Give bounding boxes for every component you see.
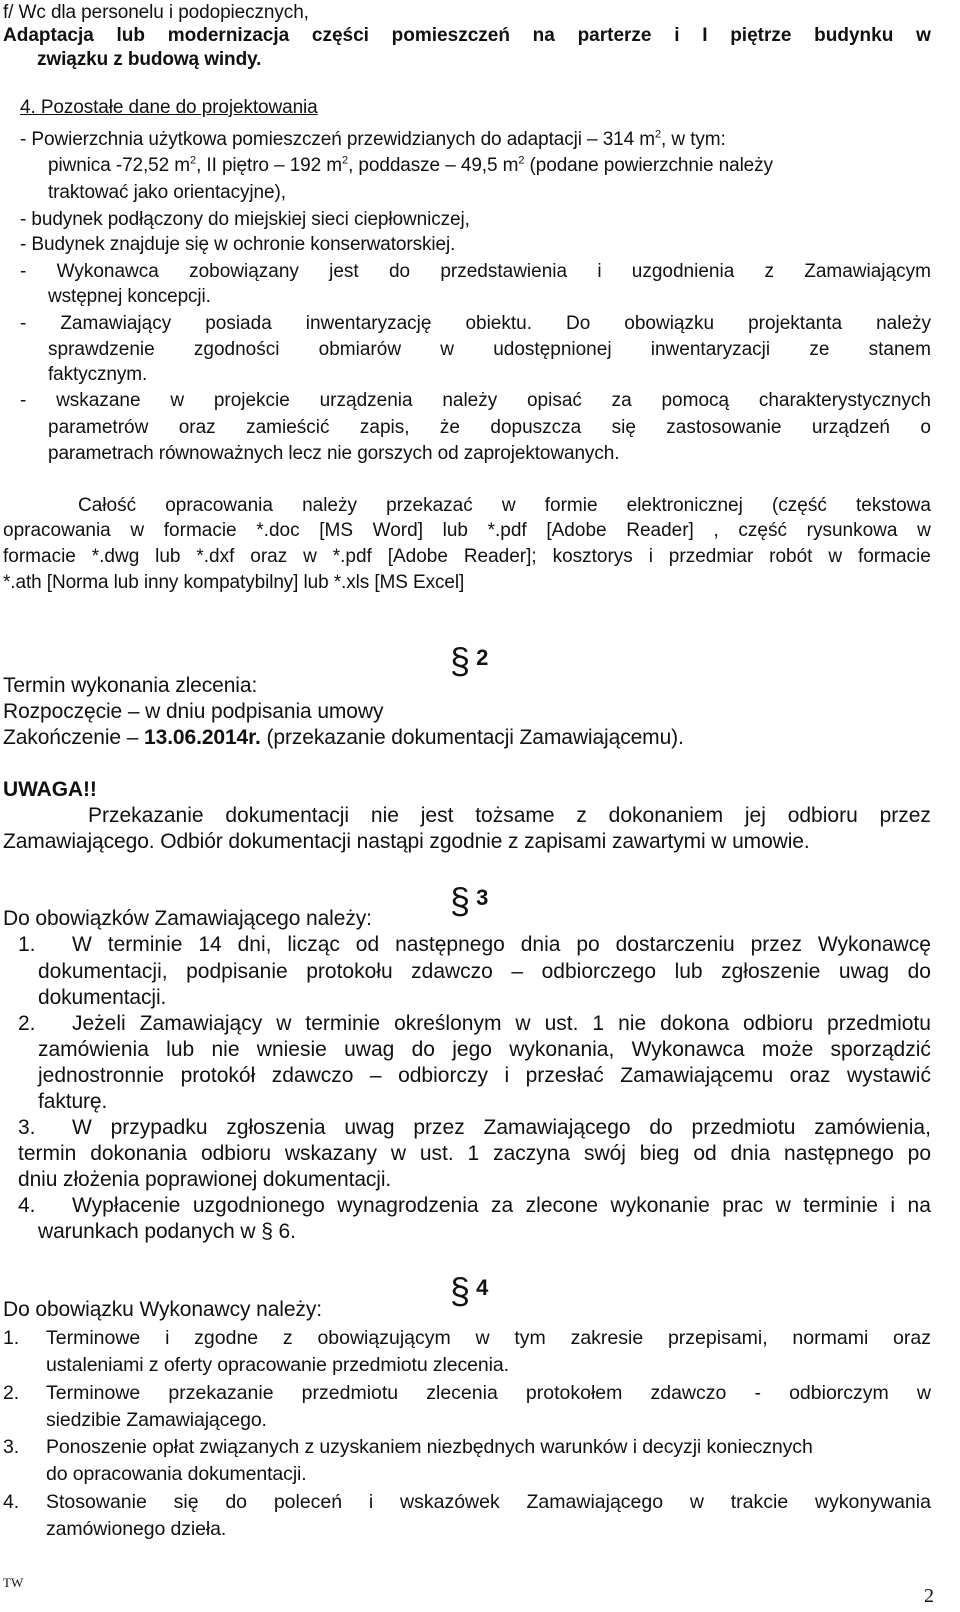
- word: dnia: [520, 933, 561, 956]
- contractor-item-1-line-2: ustaleniami z oferty opracowanie przedmiotu zlecenia.: [46, 1354, 509, 1376]
- word: zamieścić: [246, 417, 330, 438]
- word: za: [491, 1194, 514, 1217]
- contractor-item-2-line-1: [46, 1380, 931, 1406]
- word: opracowania: [165, 495, 273, 516]
- word: części: [311, 25, 369, 46]
- word: projekcie: [213, 390, 290, 411]
- word: jednostronnie: [38, 1064, 165, 1087]
- paragraph-4-mark: § 4: [450, 1270, 489, 1311]
- word: urządzenia: [319, 390, 413, 411]
- word: wykonywania: [814, 1491, 931, 1513]
- word: terminie: [803, 1194, 878, 1217]
- word: Zamawiającego: [483, 1116, 631, 1139]
- area-line-3: traktować jako orientacyjne),: [48, 182, 286, 203]
- word: przekazać: [386, 495, 473, 516]
- page-number: 2: [924, 1585, 934, 1607]
- word: modernizacja: [167, 25, 290, 46]
- word: część: [738, 520, 787, 541]
- word: obowiązku: [624, 313, 715, 334]
- word: do: [649, 1116, 673, 1139]
- word: za: [611, 390, 632, 411]
- word: pomieszczeń: [391, 25, 510, 46]
- word: Zamawiający: [139, 1012, 263, 1035]
- word: dopuszcza: [490, 417, 582, 438]
- word: -: [20, 261, 27, 282]
- formats-line-2: [3, 519, 931, 543]
- word: zaczyna: [493, 1142, 571, 1165]
- word: Wypłacenie: [72, 1194, 181, 1217]
- word: zamówienia: [38, 1038, 149, 1061]
- word: *.dxf: [196, 546, 235, 567]
- word: *.doc: [256, 520, 300, 541]
- client-item-4-line-1: [72, 1193, 931, 1219]
- formats-line-1: [78, 494, 931, 518]
- word: uzgodnionego: [192, 1194, 325, 1217]
- word: lub: [116, 25, 146, 46]
- word: opisać: [526, 390, 582, 411]
- word: terminie: [107, 933, 183, 956]
- word: i: [890, 1194, 896, 1217]
- word: uwag: [344, 1038, 395, 1061]
- word: zgłoszenie: [721, 960, 821, 983]
- word: przedmiar: [668, 546, 754, 567]
- word: się: [611, 417, 636, 438]
- word: urządzeń: [811, 417, 890, 438]
- word: odbioru: [787, 804, 858, 827]
- word: ust.: [544, 1012, 579, 1035]
- word: przedmiotu: [827, 1012, 931, 1035]
- word: podpisanie: [186, 960, 288, 983]
- deadline-title: Termin wykonania zlecenia:: [3, 674, 258, 697]
- word: zlecone: [525, 1194, 599, 1217]
- word: następnego: [395, 933, 505, 956]
- word: Reader]: [626, 520, 694, 541]
- contractor-item-4-number: 4.: [3, 1491, 20, 1513]
- inventory-line-2: [48, 338, 931, 362]
- word: i: [504, 1064, 510, 1087]
- word: Zamawiającego: [526, 1491, 664, 1513]
- word: należy: [302, 495, 357, 516]
- word: przez: [413, 1116, 465, 1139]
- word: do: [225, 1491, 248, 1513]
- word: w: [390, 1142, 407, 1165]
- word: zdawczo: [650, 1382, 727, 1404]
- paragraph-3-mark: § 3: [450, 880, 489, 921]
- word: obowiązującym: [317, 1327, 451, 1349]
- word: tym: [514, 1327, 546, 1349]
- word: Wykonawca: [631, 1038, 745, 1061]
- word: dokonaniem: [608, 804, 724, 827]
- client-item-2-line-2: [38, 1037, 931, 1063]
- word: protokół: [180, 1064, 256, 1087]
- word: na: [907, 1194, 931, 1217]
- word: w: [515, 1012, 531, 1035]
- word: lub: [442, 520, 468, 541]
- word: w: [276, 1012, 292, 1035]
- word: inwentaryzacji: [650, 339, 771, 360]
- word: przepisami,: [667, 1327, 768, 1349]
- contractor-item-3-line-2: do opracowania dokumentacji.: [46, 1463, 307, 1485]
- word: dokona: [660, 1012, 730, 1035]
- inventory-line-1: [20, 312, 931, 336]
- word: Wykonawca: [56, 261, 159, 282]
- word: zapis,: [359, 417, 410, 438]
- word: (część: [771, 495, 827, 516]
- word: przedstawienia: [440, 261, 568, 282]
- area-line-2: piwnica -72,52 $m^2$, II piętro – 192 $m^2$, poddasze – 49,5 $m^2$ (podane powierzchnie należy: [48, 154, 773, 176]
- word: w: [916, 1382, 931, 1404]
- word: normami: [792, 1327, 869, 1349]
- warning-line-2: Zamawiającego. Odbiór dokumentacji nastąpi zgodnie z zapisami zawartymi w umowie.: [3, 830, 810, 853]
- word: lub: [166, 1038, 195, 1061]
- word: projektanta: [748, 313, 843, 334]
- client-item-1-number: 1.: [18, 933, 36, 956]
- word: zobowiązany: [189, 261, 299, 282]
- word: dokumentacji,: [38, 960, 168, 983]
- word: posiada: [205, 313, 272, 334]
- word: oraz: [250, 546, 288, 567]
- word: przypadku: [110, 1116, 208, 1139]
- word: licząc: [287, 933, 340, 956]
- paragraph-2-mark: § 2: [450, 640, 489, 681]
- devices-line-3: parametrach równoważnych lecz nie gorszych od zaprojektowanych.: [48, 443, 620, 464]
- word: jest: [420, 804, 454, 827]
- word: zgodne: [194, 1327, 259, 1349]
- client-item-3-line-2: [18, 1141, 931, 1167]
- word: Przekazanie: [88, 804, 204, 827]
- word: i: [165, 1327, 170, 1349]
- word: w: [440, 339, 454, 360]
- word: udostępnionej: [493, 339, 612, 360]
- contractor-item-2-number: 2.: [3, 1382, 20, 1404]
- client-item-2-line-3: [38, 1063, 931, 1089]
- word: wykonania,: [509, 1038, 615, 1061]
- word: lub: [155, 546, 181, 567]
- word: określonym: [394, 1012, 502, 1035]
- client-item-2-number: 2.: [18, 1012, 36, 1035]
- word: może: [761, 1038, 814, 1061]
- word: Adaptacja: [3, 25, 94, 46]
- word: zakresie: [570, 1327, 644, 1349]
- word: tożsame: [475, 804, 555, 827]
- word: poleceń: [273, 1491, 343, 1513]
- formats-line-4: *.ath [Norma lub inny kompatybilny] lub *.xls [MS Excel]: [3, 572, 465, 593]
- word: –: [369, 1064, 382, 1087]
- word: -: [20, 390, 27, 411]
- word: Zamawiającym: [804, 261, 931, 282]
- word: w: [775, 1194, 791, 1217]
- word: z: [576, 804, 587, 827]
- word: przedmiotu: [301, 1382, 399, 1404]
- word: charakterystycznych: [758, 390, 931, 411]
- word: Całość: [78, 495, 137, 516]
- word: jest: [329, 261, 359, 282]
- word: wskazówek: [400, 1491, 500, 1513]
- word: protokołu: [306, 960, 393, 983]
- word: w: [130, 520, 145, 541]
- word: wynagrodzenia: [337, 1194, 479, 1217]
- word: 1: [592, 1012, 605, 1035]
- word: zdawczo: [271, 1064, 354, 1087]
- word: jego: [452, 1038, 492, 1061]
- word: należy: [876, 313, 931, 334]
- word: uzgodnienia: [631, 261, 735, 282]
- word: bieg: [639, 1142, 680, 1165]
- word: formacie: [857, 546, 931, 567]
- word: pomocą: [661, 390, 730, 411]
- word: prac: [722, 1194, 764, 1217]
- word: Terminowe: [46, 1327, 141, 1349]
- word: od: [355, 933, 380, 956]
- conservation-line: - Budynek znajduje się w ochronie konserwatorskiej.: [20, 234, 456, 255]
- word: wystawić: [846, 1064, 931, 1087]
- word: sporządzić: [830, 1038, 931, 1061]
- word: formacie: [3, 546, 76, 567]
- word: ,: [713, 520, 719, 541]
- word: jej: [744, 804, 766, 827]
- word: uwag: [344, 1116, 395, 1139]
- intro-line: f/ Wc dla personelu i podopiecznych,: [3, 2, 309, 23]
- word: inwentaryzację: [305, 313, 432, 334]
- word: oraz: [789, 1064, 831, 1087]
- word: z: [282, 1327, 293, 1349]
- client-item-1-line-3: dokumentacji.: [38, 986, 167, 1009]
- word: –: [511, 960, 524, 983]
- word: zdawczo: [411, 960, 493, 983]
- word: sprawdzenie: [48, 339, 155, 360]
- word: 1: [467, 1142, 480, 1165]
- word: dokumentacji: [225, 804, 350, 827]
- warning-label: UWAGA!!: [3, 778, 97, 801]
- word: w: [916, 25, 931, 46]
- word: piętrze: [730, 25, 792, 46]
- contractor-item-1-line-1: [46, 1325, 931, 1351]
- word: Zamawiającemu: [620, 1064, 774, 1087]
- client-item-4-line-2: warunkach podanych w § 6.: [38, 1220, 296, 1243]
- word: [MS: [319, 520, 353, 541]
- word: z: [764, 261, 774, 282]
- word: formie: [544, 495, 598, 516]
- word: do: [388, 261, 411, 282]
- word: Wykonawcę: [817, 933, 931, 956]
- warning-line-1: [88, 803, 931, 829]
- deadline-end: Zakończenie – 13.06.2014r. (przekazanie dokumentacji Zamawiającemu).: [3, 726, 684, 749]
- word: budynku: [814, 25, 894, 46]
- section-heading: 4. Pozostałe dane do projektowania: [20, 97, 318, 118]
- word: Terminowe: [46, 1382, 141, 1404]
- word: ze: [809, 339, 830, 360]
- concept-line-2: wstępnej koncepcji.: [48, 286, 211, 307]
- client-duties-title: Do obowiązków Zamawiającego należy:: [3, 907, 372, 930]
- client-item-3-line-1: [72, 1115, 931, 1141]
- word: parterze: [577, 25, 652, 46]
- word: po: [576, 933, 600, 956]
- client-item-2-line-4: fakturę.: [38, 1090, 108, 1113]
- word: -: [754, 1382, 761, 1404]
- word: dnia: [730, 1142, 771, 1165]
- word: nie: [211, 1038, 240, 1061]
- word: zlecenia: [426, 1382, 498, 1404]
- word: formacie: [163, 520, 237, 541]
- word: Stosowanie: [46, 1491, 147, 1513]
- word: obmiarów: [318, 339, 402, 360]
- word: się: [173, 1491, 199, 1513]
- word: przekazanie: [168, 1382, 274, 1404]
- word: trakcie: [730, 1491, 789, 1513]
- word: przedmiotu: [691, 1116, 796, 1139]
- word: w: [170, 390, 185, 411]
- word: elektronicznej: [626, 495, 743, 516]
- footer-initials: TW: [3, 1575, 24, 1590]
- word: zamówienia,: [814, 1116, 931, 1139]
- devices-line-2: [48, 416, 931, 440]
- word: rysunkowa: [806, 520, 898, 541]
- word: oraz: [178, 417, 216, 438]
- client-item-1-line-1: [72, 932, 931, 958]
- contractor-item-1-number: 1.: [3, 1327, 20, 1349]
- concept-line-1: [20, 260, 931, 284]
- word: i: [597, 261, 602, 282]
- word: w: [828, 546, 843, 567]
- word: odbioru: [200, 1142, 271, 1165]
- word: robót: [769, 546, 813, 567]
- word: na: [532, 25, 555, 46]
- word: 14: [198, 933, 222, 956]
- contractor-item-3-number: 3.: [3, 1436, 20, 1458]
- word: Word]: [372, 520, 423, 541]
- word: do: [907, 960, 931, 983]
- word: dokonania: [90, 1142, 188, 1165]
- intro-bold-line: [3, 24, 931, 48]
- word: Do: [565, 313, 591, 334]
- contractor-item-4-line-1: [46, 1489, 931, 1515]
- word: wniesie: [256, 1038, 327, 1061]
- contractor-duties-title: Do obowiązku Wykonawcy należy:: [3, 1298, 322, 1321]
- client-item-1-line-2: [38, 959, 931, 985]
- word: odbioru: [743, 1012, 814, 1035]
- deadline-start: Rozpoczęcie – w dniu podpisania umowy: [3, 700, 384, 723]
- intro-bold-line-2: związku z budową windy.: [37, 49, 262, 70]
- word: że: [439, 417, 460, 438]
- client-item-2-line-1: [72, 1011, 931, 1037]
- client-item-4-number: 4.: [18, 1194, 36, 1217]
- word: obiektu.: [465, 313, 532, 334]
- word: W: [72, 933, 92, 956]
- word: i: [674, 25, 680, 46]
- word: wskazany: [284, 1142, 378, 1165]
- word: opracowania: [3, 520, 111, 541]
- heating-line: - budynek podłączony do miejskiej sieci ciepłowniczej,: [20, 209, 470, 230]
- formats-line-3: [3, 545, 931, 569]
- word: Zamawiający: [60, 313, 172, 334]
- word: do: [411, 1038, 435, 1061]
- word: w: [501, 495, 516, 516]
- word: wskazane: [56, 390, 141, 411]
- word: swój: [583, 1142, 626, 1165]
- word: W: [72, 1116, 92, 1139]
- word: *.dwg: [91, 546, 140, 567]
- word: parametrów: [48, 417, 149, 438]
- word: w: [689, 1491, 704, 1513]
- contractor-item-4-line-2: zamówionego dzieła.: [46, 1518, 227, 1540]
- word: oraz: [893, 1327, 931, 1349]
- word: zgłoszenia: [226, 1116, 326, 1139]
- word: zastosowanie: [666, 417, 782, 438]
- word: uwag: [838, 960, 890, 983]
- word: [Adobe: [387, 546, 448, 567]
- contractor-item-3-line-1: Ponoszenie opłat związanych z uzyskaniem niezbędnych warunków i decyzji koniecznych: [46, 1436, 813, 1458]
- contractor-item-2-line-2: siedzibie Zamawiającego.: [46, 1409, 267, 1431]
- word: I: [702, 25, 708, 46]
- word: następnego: [784, 1142, 894, 1165]
- word: Jeżeli: [72, 1012, 126, 1035]
- word: dni,: [237, 933, 272, 956]
- word: terminie: [305, 1012, 381, 1035]
- word: Reader];: [463, 546, 537, 567]
- word: od: [693, 1142, 717, 1165]
- word: *.pdf: [487, 520, 527, 541]
- client-item-3-line-3: dniu złożenia poprawionej dokumentacji.: [18, 1168, 392, 1191]
- word: tekstowa: [855, 495, 931, 516]
- area-line-1: - Powierzchnia użytkowa pomieszczeń przewidzianych do adaptacji – 314 $m^2$, w tym:: [20, 128, 726, 150]
- word: w: [917, 520, 931, 541]
- word: o: [920, 417, 931, 438]
- word: w: [303, 546, 317, 567]
- word: termin: [18, 1142, 77, 1165]
- word: wykonanie: [610, 1194, 710, 1217]
- word: [Adobe: [546, 520, 607, 541]
- word: przez: [879, 804, 931, 827]
- word: lub: [674, 960, 703, 983]
- word: zgodności: [193, 339, 280, 360]
- word: dostarczeniu: [615, 933, 735, 956]
- word: i: [648, 546, 653, 567]
- word: kosztorys: [552, 546, 633, 567]
- word: przesłać: [525, 1064, 604, 1087]
- word: *.pdf: [332, 546, 372, 567]
- word: -: [20, 313, 27, 334]
- word: odbiorczego: [541, 960, 657, 983]
- word: protokołem: [525, 1382, 623, 1404]
- word: należy: [442, 390, 498, 411]
- word: odbiorczy: [398, 1064, 488, 1087]
- inventory-line-3: faktycznym.: [48, 364, 148, 385]
- word: nie: [370, 804, 399, 827]
- word: odbiorczym: [789, 1382, 889, 1404]
- word: przez: [750, 933, 802, 956]
- word: nie: [618, 1012, 647, 1035]
- word: i: [368, 1491, 374, 1513]
- word: ust.: [419, 1142, 454, 1165]
- word: stanem: [868, 339, 931, 360]
- word: w: [475, 1327, 490, 1349]
- client-item-3-number: 3.: [18, 1116, 36, 1139]
- word: po: [907, 1142, 931, 1165]
- devices-line-1: [20, 389, 931, 413]
